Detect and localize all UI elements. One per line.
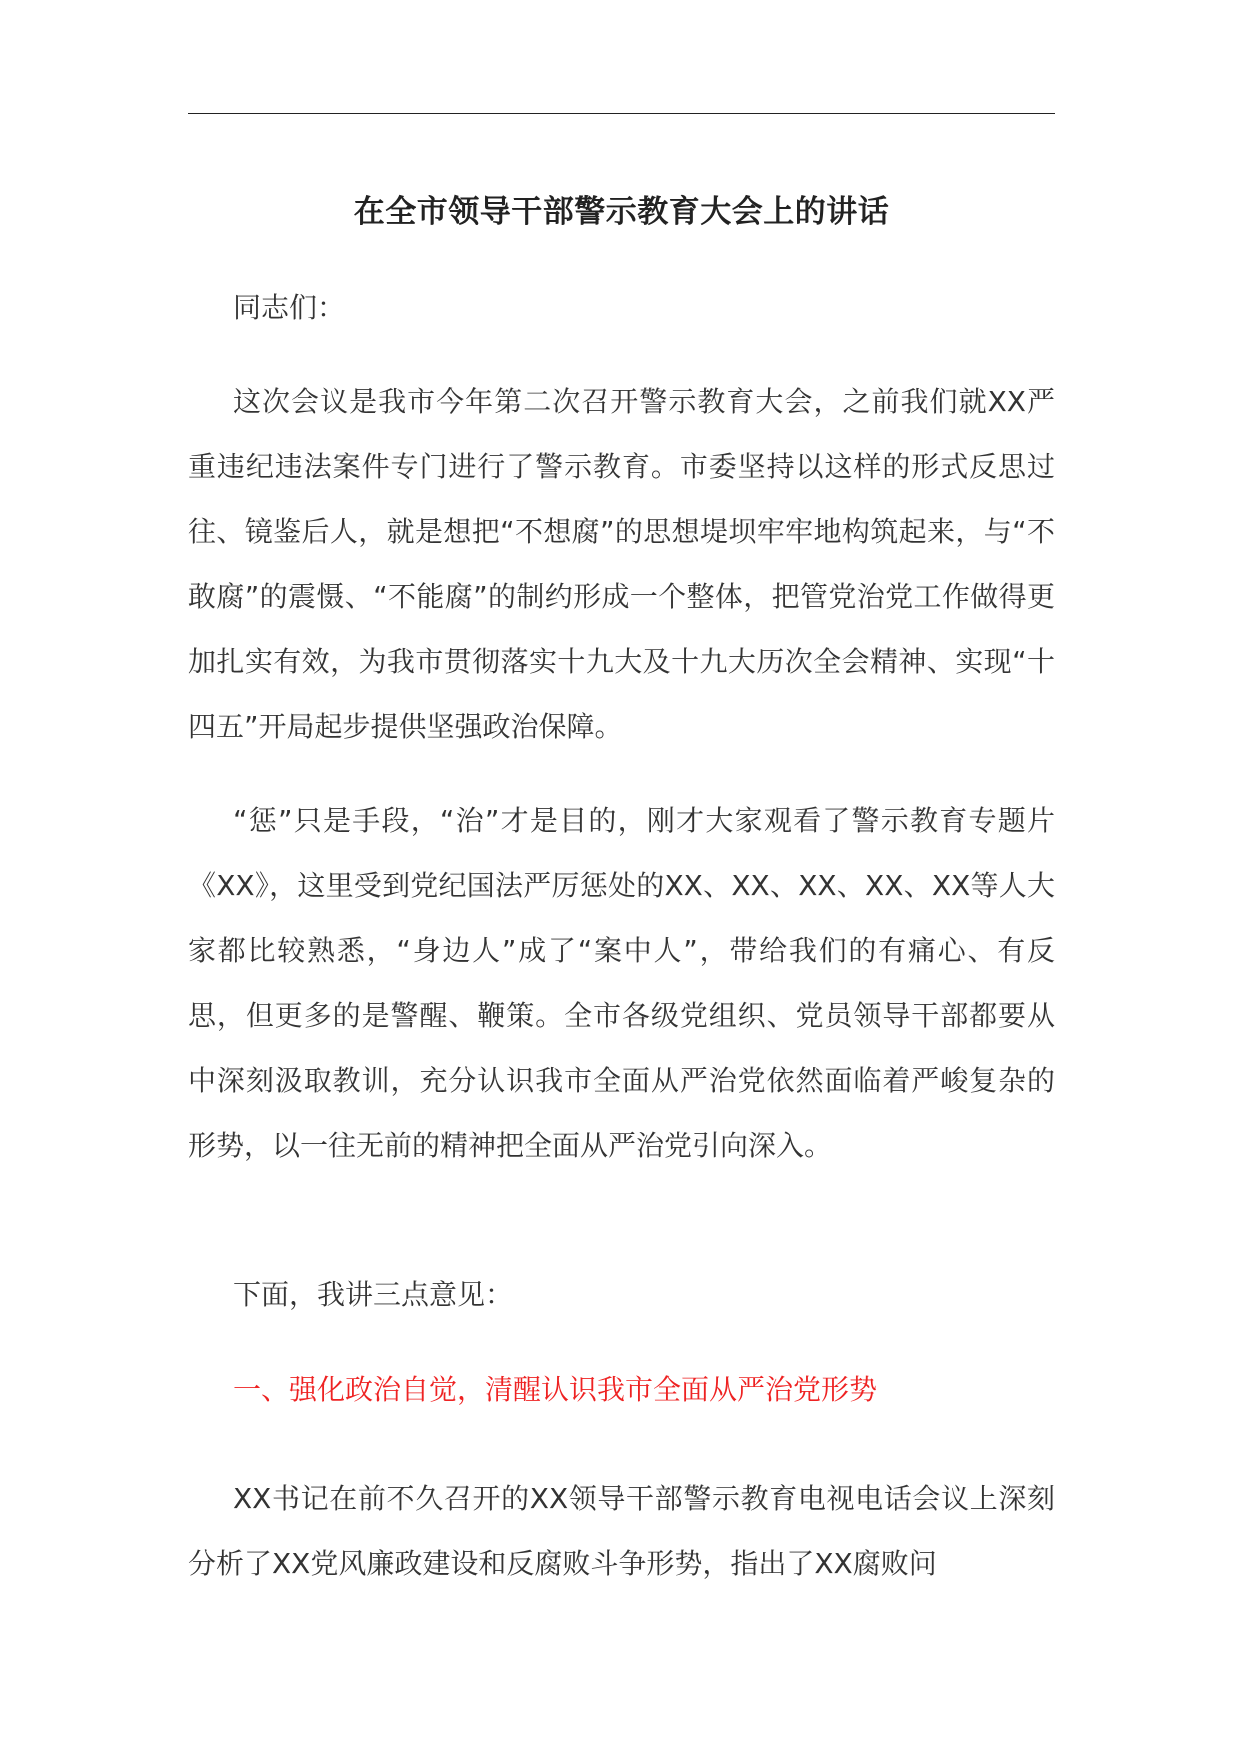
paragraph-1: 这次会议是我市今年第二次召开警示教育大会，之前我们就XX严重违纪违法案件专门进行了警示教育。市委坚持以这样的形式反思过往、镜鉴后人，就是想把“不想腐”的思想堤坝牢牢地构筑起来，与“不敢腐”的震慑、“不能腐”的制约形成一个整体，把管党治党工作做得更加扎实有效，为我市贯彻落实十九大及十九大历次全会精神、实现“十四五”开局起步提供坚强政治保障。 [188,385,1055,743]
paragraph-2: “惩”只是手段，“治”才是目的，刚才大家观看了警示教育专题片《XX》，这里受到党纪国法严厉惩处的XX、XX、XX、XX、XX等人大家都比较熟悉，“身边人”成了“案中人”，带给我们的有痛心、有反思，但更多的是警醒、鞭策。全市各级党组织、党员领导干部都要从中深刻汲取教训，充分认识我市全面从严治党依然面临着严峻复杂的形势，以一往无前的精神把全面从严治党引向深入。 [188,804,1055,1162]
header-rule [188,113,1055,114]
document-title: 在全市领导干部警示教育大会上的讲话 [353,194,890,230]
salutation: 同志们： [233,291,346,324]
paragraph-3: 下面，我讲三点意见： [233,1278,514,1311]
section-paragraph: XX书记在前不久召开的XX领导干部警示教育电视电话会议上深刻分析了XX党风廉政建设和反腐败斗争形势，指出了XX腐败问 [188,1482,1055,1580]
section-heading: 一、强化政治自觉，清醒认识我市全面从严治党形势 [233,1373,878,1406]
